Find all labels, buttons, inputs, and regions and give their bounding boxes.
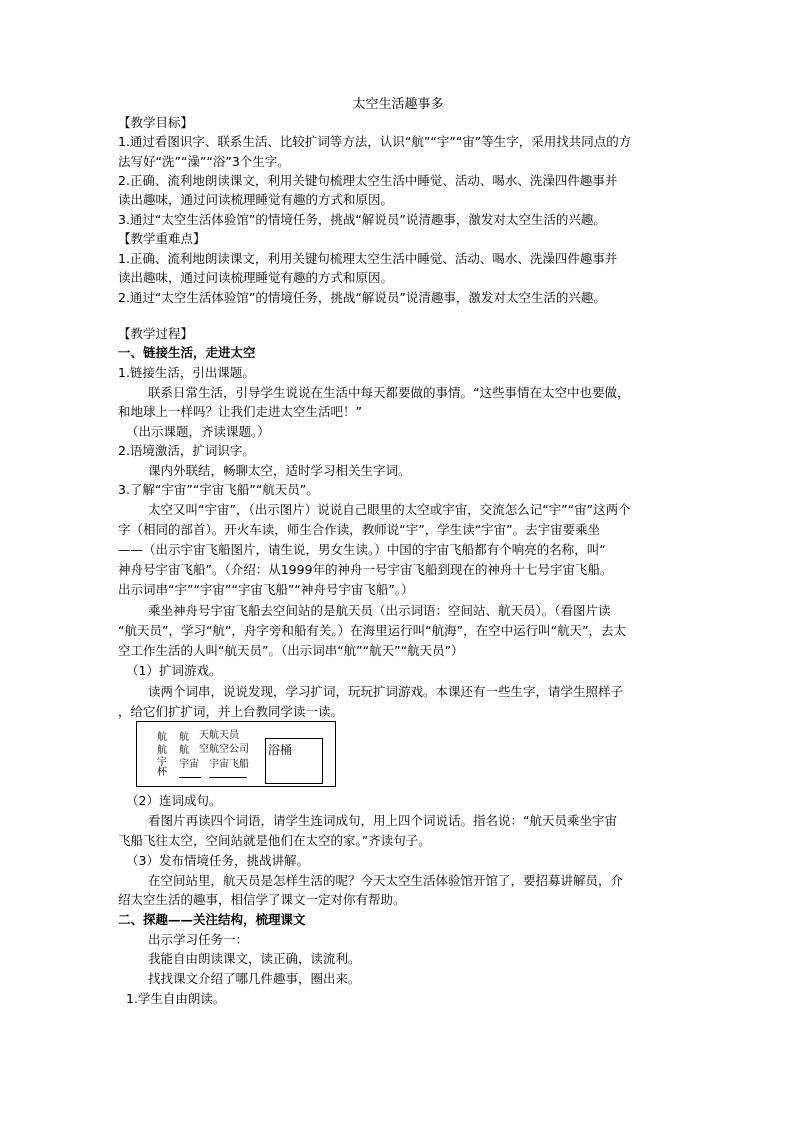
text-line: 2.通过“太空生活体验馆”的情境任务，挑战“解说员”说清趣事，激发对太空生活的兴趣。 bbox=[118, 290, 606, 305]
blank-line bbox=[179, 777, 201, 778]
text-line: ，给它们扩扩词，并上台教同学读一读。 bbox=[118, 704, 344, 719]
text-line: 太空又叫“宇宙”，（出示图片）说说自己眼里的太空或宇宙，交流怎么记“宇”“宙”这两个 bbox=[148, 502, 631, 517]
text-line: 我能自由朗读课文，读正确，读流利。 bbox=[148, 951, 361, 966]
table-cell: 宇 bbox=[157, 757, 167, 768]
table-cell: 航 bbox=[157, 732, 167, 743]
section-heading-objectives: 【教学目标】 bbox=[118, 115, 194, 130]
text-line: 3.了解“宇宙”“宇宙飞船”“航天员”。 bbox=[118, 482, 319, 497]
text-line: 读出趣味，通过问读梳理睡觉有趣的方式和原因。 bbox=[118, 192, 394, 207]
text-line: 读出趣味，通过问读梳理睡觉有趣的方式和原因。 bbox=[118, 270, 394, 285]
text-line: 2.正确、流利地朗读课文，利用关键句梳理太空生活中睡觉、活动、喝水、洗澡四件趣事并 bbox=[118, 173, 618, 188]
inner-box bbox=[265, 738, 323, 784]
blank-line bbox=[209, 777, 247, 778]
inner-box-word: 浴桶 bbox=[268, 743, 293, 757]
text-line: 空工作生活的人叫“航天员”。（出示词串“航”“航天”“航天员”） bbox=[118, 643, 464, 658]
text-line: 3.通过“太空生活体验馆”的情境任务，挑战“解说员”说清趣事，激发对太空生活的兴趣。 bbox=[118, 212, 606, 227]
text-line: 看图片再读四个词语，请学生连词成句，用上四个词说话。指名说：“航天员乘坐宇宙 bbox=[148, 813, 617, 828]
table-cell: 宇宙飞船 bbox=[209, 759, 249, 770]
text-line: 1.学生自由朗读。 bbox=[126, 991, 226, 1006]
text-line: 找找课文介绍了哪几件趣事，圈出来。 bbox=[148, 971, 361, 986]
table-cell: 天航天员 bbox=[199, 730, 239, 741]
text-line: 读两个词串，说说发现，学习扩词，玩玩扩词游戏。本课还有一些生字，请学生照样子 bbox=[148, 684, 624, 699]
text-line: 课内外联结，畅聊太空，适时学习相关生字词。 bbox=[148, 463, 411, 478]
text-line: （3）发布情境任务，挑战讲解。 bbox=[126, 853, 309, 868]
text-line: 1.通过看图识字、联系生活、比较扩词等方法，认识“航”“宇”“宙”等生字，采用找共同点的方 bbox=[118, 134, 632, 149]
text-line: 神舟号宇宙飞船”。（介绍：从1999年的神舟一号宇宙飞船到现在的神舟十七号宇宙飞船。 bbox=[118, 562, 613, 577]
section-heading-process: 【教学过程】 bbox=[118, 326, 194, 341]
text-line: 乘坐神舟号宇宙飞船去空间站的是航天员（出示词语：空间站、航天员）。（看图片读 bbox=[148, 603, 611, 618]
section-heading-key-points: 【教学重难点】 bbox=[118, 231, 206, 246]
text-line: 出示学习任务一： bbox=[148, 932, 249, 947]
text-line: 和地球上一样吗？让我们走进太空生活吧！” bbox=[118, 404, 362, 419]
text-line: ——（出示宇宙飞船图片，请生说，男女生读。）中国的宇宙飞船都有个响亮的名称，叫“ bbox=[118, 542, 606, 557]
table-cell: 航 bbox=[179, 745, 189, 756]
text-line: 联系日常生活，引导学生说说在生活中每天都要做的事情。“这些事情在太空中也要做， bbox=[148, 385, 630, 400]
table-cell: 航 bbox=[157, 745, 167, 756]
text-line: （1）扩词游戏。 bbox=[126, 663, 222, 678]
table-cell: 宇宙 bbox=[179, 759, 199, 770]
text-line: 字（相同的部首）。开火车读，师生合作读，教师说“宇”，学生读“宇宙”。去宇宙要乘坐 bbox=[118, 522, 601, 537]
word-expansion-table bbox=[136, 721, 336, 787]
text-line: 1.正确、流利地朗读课文，利用关键句梳理太空生活中睡觉、活动、喝水、洗澡四件趣事并 bbox=[118, 251, 618, 266]
text-line: 出示词串“宇”“宇宙”“宇宙飞船”“神舟号宇宙飞船”。） bbox=[118, 582, 414, 597]
text-line: 绍太空生活的趣事，相信学了课文一定对你有帮助。 bbox=[118, 892, 406, 907]
table-cell: 空航空公司 bbox=[199, 744, 249, 755]
table-cell: 航 bbox=[179, 732, 189, 743]
text-line: （2）连词成句。 bbox=[126, 793, 222, 808]
text-line: （出示课题，齐读课题。） bbox=[126, 424, 270, 439]
document-title: 太空生活趣事多 bbox=[352, 97, 444, 112]
text-line: “航天员”，学习“航”，舟字旁和船有关。）在海里运行叫“航海”，在空中运行叫“航天”，去太 bbox=[118, 623, 627, 638]
text-line: 在空间站里，航天员是怎样生活的呢？今天太空生活体验馆开馆了，要招募讲解员，介 bbox=[148, 873, 624, 888]
table-cell: 杯 bbox=[157, 767, 167, 778]
part-heading-1: 一、链接生活，走进太空 bbox=[118, 345, 256, 360]
text-line: 法写好“洗”“澡”“浴”3个生字。 bbox=[118, 154, 290, 169]
part-heading-2: 二、探趣——关注结构，梳理课文 bbox=[118, 912, 306, 927]
text-line: 飞船飞往太空，空间站就是他们在太空的家。”齐读句子。 bbox=[118, 833, 431, 848]
text-line: 1.链接生活，引出课题。 bbox=[118, 365, 255, 380]
text-line: 2.语境激活，扩词识字。 bbox=[118, 443, 255, 458]
